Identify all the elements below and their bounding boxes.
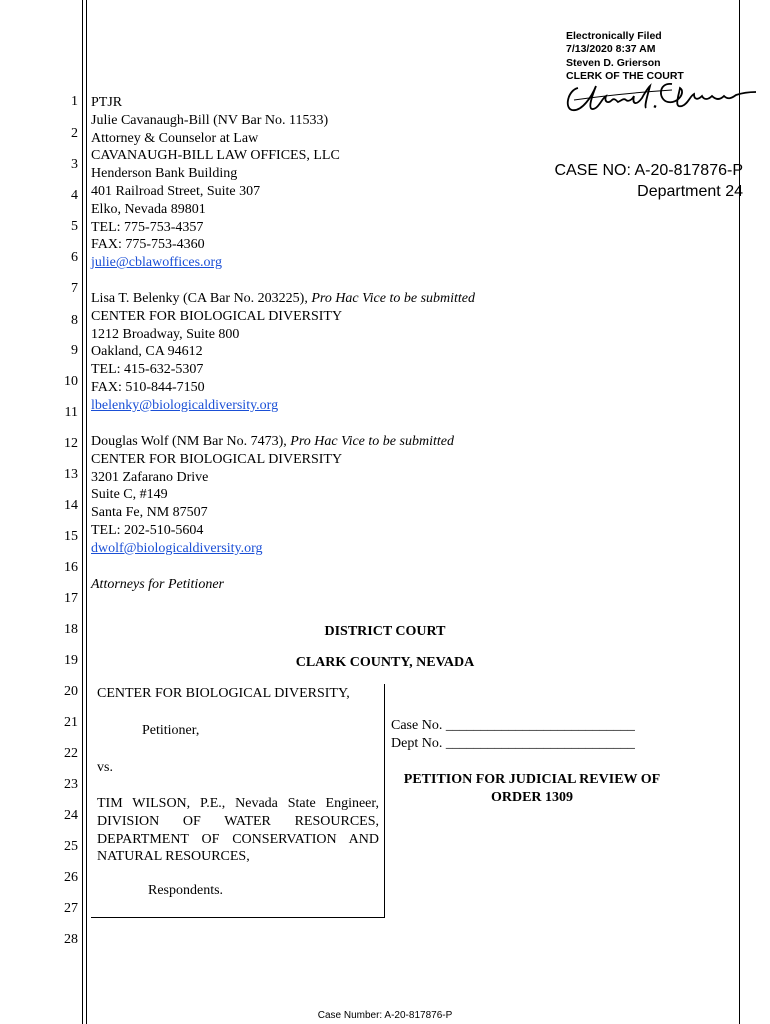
counsel-block-lisa-belenky xyxy=(91,290,475,415)
line-number: 3 xyxy=(71,157,78,172)
email-link[interactable]: julie@cblawoffices.org xyxy=(91,255,222,271)
left-margin-rule-outer xyxy=(82,0,83,1024)
line-number: 25 xyxy=(64,839,78,854)
court-name: DISTRICT COURT xyxy=(324,624,446,639)
line-number: 19 xyxy=(64,653,78,668)
line-number: 14 xyxy=(64,498,78,513)
line-number: 11 xyxy=(64,405,78,420)
line-number: 20 xyxy=(64,684,78,699)
line-number: 5 xyxy=(71,219,78,234)
counsel-line: Attorney & Counselor at Law xyxy=(91,130,259,146)
petitioner-name: CENTER FOR BIOLOGICAL DIVERSITY, xyxy=(97,686,350,701)
line-number: 24 xyxy=(64,808,78,823)
line-number: 13 xyxy=(64,467,78,482)
counsel-line: Oakland, CA 94612 xyxy=(91,344,203,360)
counsel-name: Douglas Wolf (NM Bar No. 7473), xyxy=(91,434,291,449)
line-number: 15 xyxy=(64,529,78,544)
line-number: 22 xyxy=(64,746,78,761)
document-code: PTJR xyxy=(91,95,123,110)
footer-case-number: Case Number: A-20-817876-P xyxy=(317,1010,453,1021)
filing-stamp-line: CLERK OF THE COURT xyxy=(566,69,684,82)
line-number: 12 xyxy=(64,436,78,451)
case-number-field: Case No. ___________________________ xyxy=(391,718,635,733)
counsel-block-julie-cavanaugh-bill xyxy=(91,94,340,272)
dept-number-field: Dept No. ___________________________ xyxy=(391,736,635,751)
counsel-line: TEL: 202-510-5604 xyxy=(91,522,204,538)
counsel-line: TEL: 415-632-5307 xyxy=(91,362,204,378)
line-number: 4 xyxy=(71,188,78,203)
line-number: 6 xyxy=(71,250,78,265)
respondent-line: DIVISION OF WATER RESOURCES, xyxy=(97,813,379,829)
line-number: 21 xyxy=(64,715,78,730)
counsel-block-douglas-wolf xyxy=(91,433,454,558)
case-number: CASE NO: A-20-817876-P xyxy=(554,162,743,179)
pro-hac-vice-note: Pro Hac Vice to be submitted xyxy=(290,434,454,449)
document-title-line: PETITION FOR JUDICIAL REVIEW OF xyxy=(403,772,661,787)
versus: vs. xyxy=(97,760,113,775)
counsel-line: Elko, Nevada 89801 xyxy=(91,201,206,217)
line-number: 7 xyxy=(71,281,78,296)
electronic-filing-stamp xyxy=(566,30,684,83)
respondent-names xyxy=(97,795,379,866)
petitioner-role: Petitioner, xyxy=(142,723,200,738)
attorneys-for-text: Attorneys for Petitioner xyxy=(91,577,224,592)
line-number: 2 xyxy=(71,126,78,141)
line-number: 1 xyxy=(71,94,78,109)
filing-stamp-line: 7/13/2020 8:37 AM xyxy=(566,43,656,56)
clerk-signature xyxy=(562,78,758,118)
left-margin-rule-inner xyxy=(86,0,87,1024)
line-number: 8 xyxy=(71,313,78,328)
counsel-line: FAX: 510-844-7150 xyxy=(91,379,205,395)
line-number: 18 xyxy=(64,622,78,637)
line-number: 27 xyxy=(64,901,78,916)
attorneys-for xyxy=(91,576,224,594)
counsel-name: Lisa T. Belenky (CA Bar No. 203225), xyxy=(91,291,312,306)
line-number: 28 xyxy=(64,932,78,947)
email-link[interactable]: dwolf@biologicaldiversity.org xyxy=(91,540,263,556)
counsel-line: FAX: 775-753-4360 xyxy=(91,237,205,253)
line-number: 26 xyxy=(64,870,78,885)
caption-divider-horizontal xyxy=(91,917,385,918)
email-link[interactable]: lbelenky@biologicaldiversity.org xyxy=(91,397,279,413)
counsel-line: TEL: 775-753-4357 xyxy=(91,219,204,235)
line-number: 17 xyxy=(64,591,78,606)
line-number: 16 xyxy=(64,560,78,575)
counsel-line: CENTER FOR BIOLOGICAL DIVERSITY xyxy=(91,308,343,324)
document-title xyxy=(391,771,673,807)
document-title-line: ORDER 1309 xyxy=(490,790,574,805)
case-number-header xyxy=(554,160,743,202)
respondent-line: NATURAL RESOURCES, xyxy=(97,849,250,865)
counsel-line: 401 Railroad Street, Suite 307 xyxy=(91,183,261,199)
pro-hac-vice-note: Pro Hac Vice to be submitted xyxy=(311,291,476,306)
line-number: 9 xyxy=(71,343,78,358)
filing-stamp-line: Electronically Filed xyxy=(566,30,662,42)
counsel-line: Henderson Bank Building xyxy=(91,166,238,182)
counsel-line: CAVANAUGH-BILL LAW OFFICES, LLC xyxy=(91,148,340,164)
department: Department 24 xyxy=(637,183,743,200)
court-county: CLARK COUNTY, NEVADA xyxy=(295,655,475,670)
right-margin-rule xyxy=(739,0,740,1024)
line-number: 10 xyxy=(64,374,78,389)
counsel-line: Santa Fe, NM 87507 xyxy=(91,505,208,521)
counsel-line: 1212 Broadway, Suite 800 xyxy=(91,326,240,342)
counsel-line: 3201 Zafarano Drive xyxy=(91,469,209,485)
counsel-line: Suite C, #149 xyxy=(91,487,168,503)
filing-stamp-line: Steven D. Grierson xyxy=(566,56,661,69)
line-number: 23 xyxy=(64,777,78,792)
caption-divider-vertical xyxy=(384,684,385,918)
respondent-line: TIM WILSON, P.E., Nevada State Engineer, xyxy=(97,796,379,811)
counsel-line: Julie Cavanaugh-Bill (NV Bar No. 11533) xyxy=(91,112,329,128)
counsel-line: CENTER FOR BIOLOGICAL DIVERSITY xyxy=(91,451,343,467)
respondent-role: Respondents. xyxy=(148,883,224,898)
respondent-line: DEPARTMENT OF CONSERVATION AND xyxy=(97,831,379,847)
